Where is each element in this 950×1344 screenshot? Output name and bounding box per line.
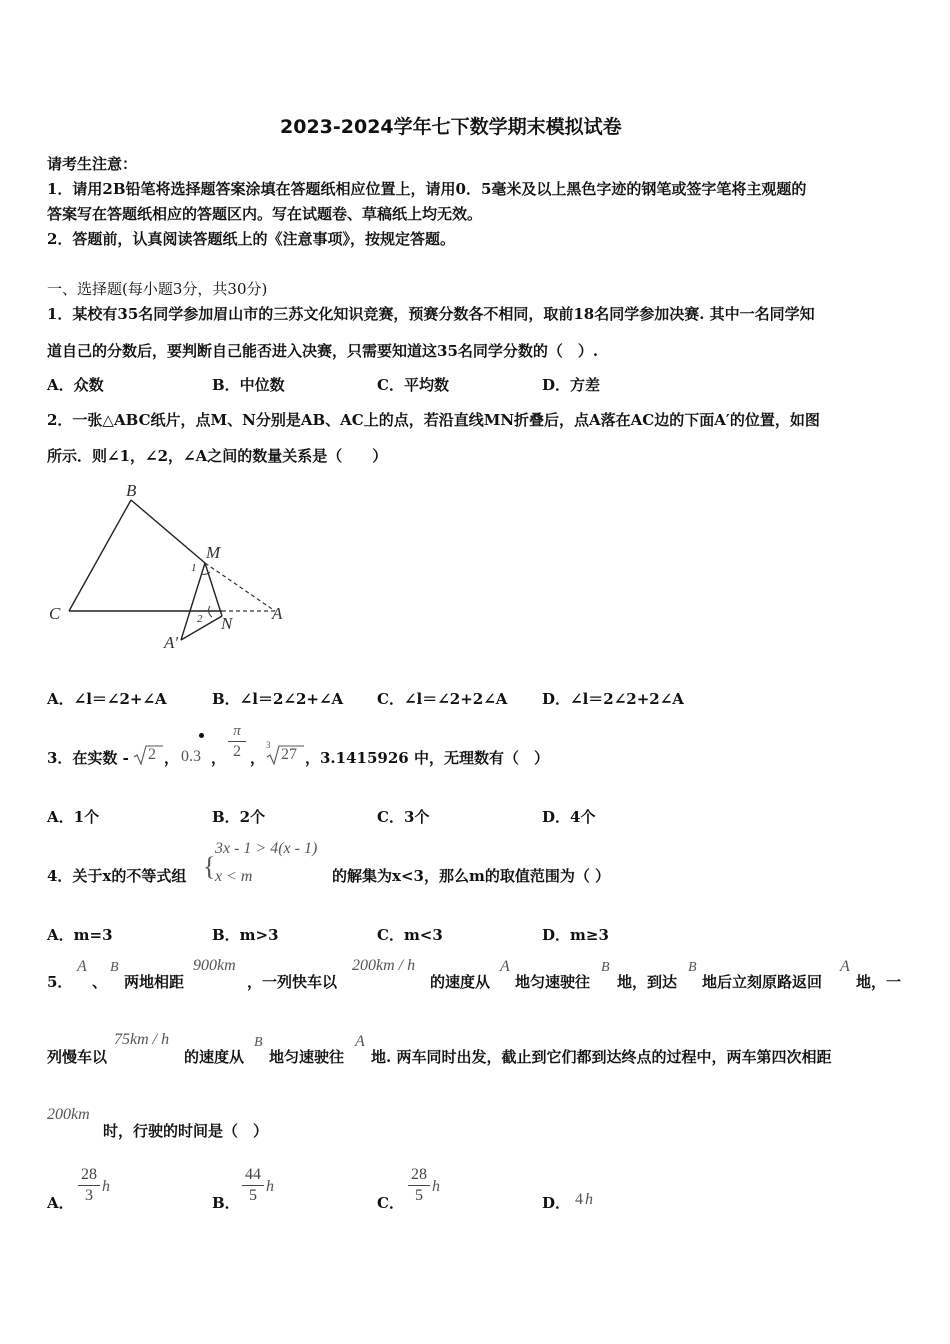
q5-point-b-4: B [254, 1035, 263, 1050]
q5-speed-200: 200km / h [352, 957, 416, 974]
q5-number: 5． [47, 973, 73, 991]
q3-prefix: 3．在实数 - [47, 749, 129, 767]
q5-point-a-3: A [840, 958, 850, 975]
q2-option-a: A．∠l＝∠2+∠A [47, 690, 167, 708]
edge-mn [205, 563, 222, 616]
q3-suffix: ，3.1415926 中，无理数有（ ） [305, 749, 549, 767]
q1-option-d: D．方差 [542, 376, 601, 394]
q3-repeating-decimal: 0.3 [181, 748, 201, 765]
q5-option-c-den: 5 [415, 1187, 423, 1204]
q4-suffix: 的解集为x<3，那么m的取值范围为（ ） [332, 867, 611, 885]
q3-cbrt-index: 3 [266, 740, 271, 750]
q5-distance-200: 200km [47, 1106, 90, 1123]
q5-option-d-value: 4 [575, 1191, 583, 1208]
q5-text-2: ，一列快车以 [247, 973, 338, 991]
page-title: 2023-2024学年七下数学期末模拟试卷 [280, 116, 622, 138]
q2-line-2: 所示．则∠1，∠2，∠A之间的数量关系是（ ） [47, 447, 388, 465]
q5-option-a-den: 3 [85, 1187, 93, 1204]
edge-bm [131, 500, 205, 563]
label-b: B [126, 481, 137, 500]
q1-line-1: 1．某校有35名同学参加眉山市的三苏文化知识竞赛，预赛分数各不相同，取前18名同学参加决赛. 其中一名同学知 [47, 305, 815, 323]
q2-option-c: C．∠l＝∠2+2∠A [377, 690, 508, 708]
q5-option-c-label: C． [377, 1194, 404, 1212]
notice-line-1b: 答案写在答题纸相应的答题区内。写在试题卷、草稿纸上均无效。 [47, 205, 483, 223]
q5-text-1: 两地相距 [124, 973, 185, 991]
q1-option-c: C．平均数 [377, 376, 449, 394]
q3-sqrt2-value: 2 [148, 746, 156, 763]
edge-bc [69, 500, 131, 611]
q5-text-7: 地，一 [856, 973, 902, 991]
q5-point-b: B [110, 960, 119, 975]
q2-line-1: 2．一张△ABC纸片，点M、N分别是AB、AC上的点，若沿直线MN折叠后，点A落在AC边的下面A′的位置，如图 [47, 411, 820, 429]
q3-cbrt-value: 27 [281, 746, 297, 763]
q5-option-d-unit: h [585, 1191, 593, 1208]
q3-option-d: D．4个 [542, 808, 596, 826]
q4-inequality-2: x < m [215, 868, 253, 885]
q4-prefix: 4．关于x的不等式组 [47, 867, 187, 885]
q5-sep: 、 [92, 973, 108, 991]
q5-option-b-den: 5 [249, 1187, 257, 1204]
notice-line-2: 2．答题前，认真阅读答题纸上的《注意事项》，按规定答题。 [47, 230, 455, 248]
q3-comma-1: ， [164, 749, 180, 767]
q5-option-b-num: 44 [245, 1166, 261, 1183]
q3-comma-2: ， [211, 749, 227, 767]
q2-option-d: D．∠l＝2∠2+2∠A [542, 690, 684, 708]
q5-option-c-unit: h [432, 1178, 440, 1195]
q5-option-a-fraction [78, 1166, 100, 1205]
section-heading: 一、选择题(每小题3分，共30分) [47, 280, 268, 298]
q5-text-11: 地. 两车同时出发，截止到它们都到达终点的过程中，两车第四次相距 [371, 1048, 832, 1066]
label-c: C [49, 604, 61, 623]
notice-heading: 请考生注意： [47, 155, 138, 173]
label-a: A [272, 604, 283, 623]
q5-text-12: 时，行驶的时间是（ ） [103, 1122, 269, 1140]
label-m: M [206, 543, 221, 562]
q5-point-a: A [77, 958, 87, 975]
q5-option-d-label: D． [542, 1194, 571, 1212]
q5-option-b-unit: h [266, 1178, 274, 1195]
q3-pi-den: 2 [233, 743, 241, 760]
q5-text-5: 地，到达 [617, 973, 678, 991]
fraction-bar [408, 1185, 430, 1186]
q1-line-2: 道自己的分数后，要判断自己能否进入决赛，只需要知道这35名同学分数的（ ）. [47, 342, 599, 360]
q3-option-b: B．2个 [212, 808, 266, 826]
q5-text-10: 地匀速驶往 [269, 1048, 345, 1066]
q1-option-b: B．中位数 [212, 376, 285, 394]
q5-option-a-unit: h [102, 1178, 110, 1195]
q5-text-4: 地匀速驶往 [515, 973, 591, 991]
q5-speed-75: 75km / h [114, 1031, 170, 1048]
q5-option-c-num: 28 [411, 1166, 427, 1183]
q5-option-a-label: A． [47, 1194, 74, 1212]
q2-triangle-figure [40, 478, 300, 658]
q5-text-3: 的速度从 [430, 973, 491, 991]
q5-text-8: 列慢车以 [47, 1048, 108, 1066]
q4-option-c: C．m<3 [377, 926, 443, 944]
q5-text-6: 地后立刻原路返回 [702, 973, 823, 991]
q5-distance-900: 900km [193, 957, 236, 974]
fraction-bar [242, 1185, 264, 1186]
q3-pi-fraction [228, 723, 246, 761]
q5-text-9: 的速度从 [184, 1048, 245, 1066]
fraction-bar [78, 1185, 100, 1186]
q5-option-c-fraction [408, 1166, 430, 1205]
q5-point-b-2: B [601, 960, 610, 975]
q3-option-c: C．3个 [377, 808, 430, 826]
q5-option-b-fraction [242, 1166, 264, 1205]
q5-point-b-3: B [688, 960, 697, 975]
q5-point-a-4: A [355, 1033, 365, 1050]
q1-option-a: A．众数 [47, 376, 104, 394]
q4-option-d: D．m≥3 [542, 926, 609, 944]
q4-option-a: A．m=3 [47, 926, 113, 944]
q3-option-a: A．1个 [47, 808, 100, 826]
left-brace-icon: { [203, 852, 216, 881]
fraction-bar [228, 741, 246, 742]
q2-option-b: B．∠l＝2∠2+∠A [212, 690, 344, 708]
notice-line-1a: 1．请用2B铅笔将选择题答案涂填在答题纸相应位置上，请用0．5毫米及以上黑色字迹的钢笔或签字笔将主观题的 [47, 180, 807, 198]
label-a-prime: A′ [164, 633, 179, 652]
q5-option-a-num: 28 [81, 1166, 97, 1183]
repeating-dot-icon [199, 733, 204, 738]
q4-option-b: B．m>3 [212, 926, 279, 944]
label-angle-1: 1 [191, 562, 197, 574]
q4-inequality-1: 3x - 1 > 4(x - 1) [215, 840, 318, 857]
q3-comma-3: ， [250, 749, 266, 767]
label-n: N [221, 614, 233, 633]
q5-option-b-label: B． [212, 1194, 240, 1212]
edge-ma-dashed [205, 563, 275, 611]
label-angle-2: 2 [197, 613, 203, 625]
q5-point-a-2: A [500, 958, 510, 975]
q3-pi-num: π [233, 723, 241, 739]
